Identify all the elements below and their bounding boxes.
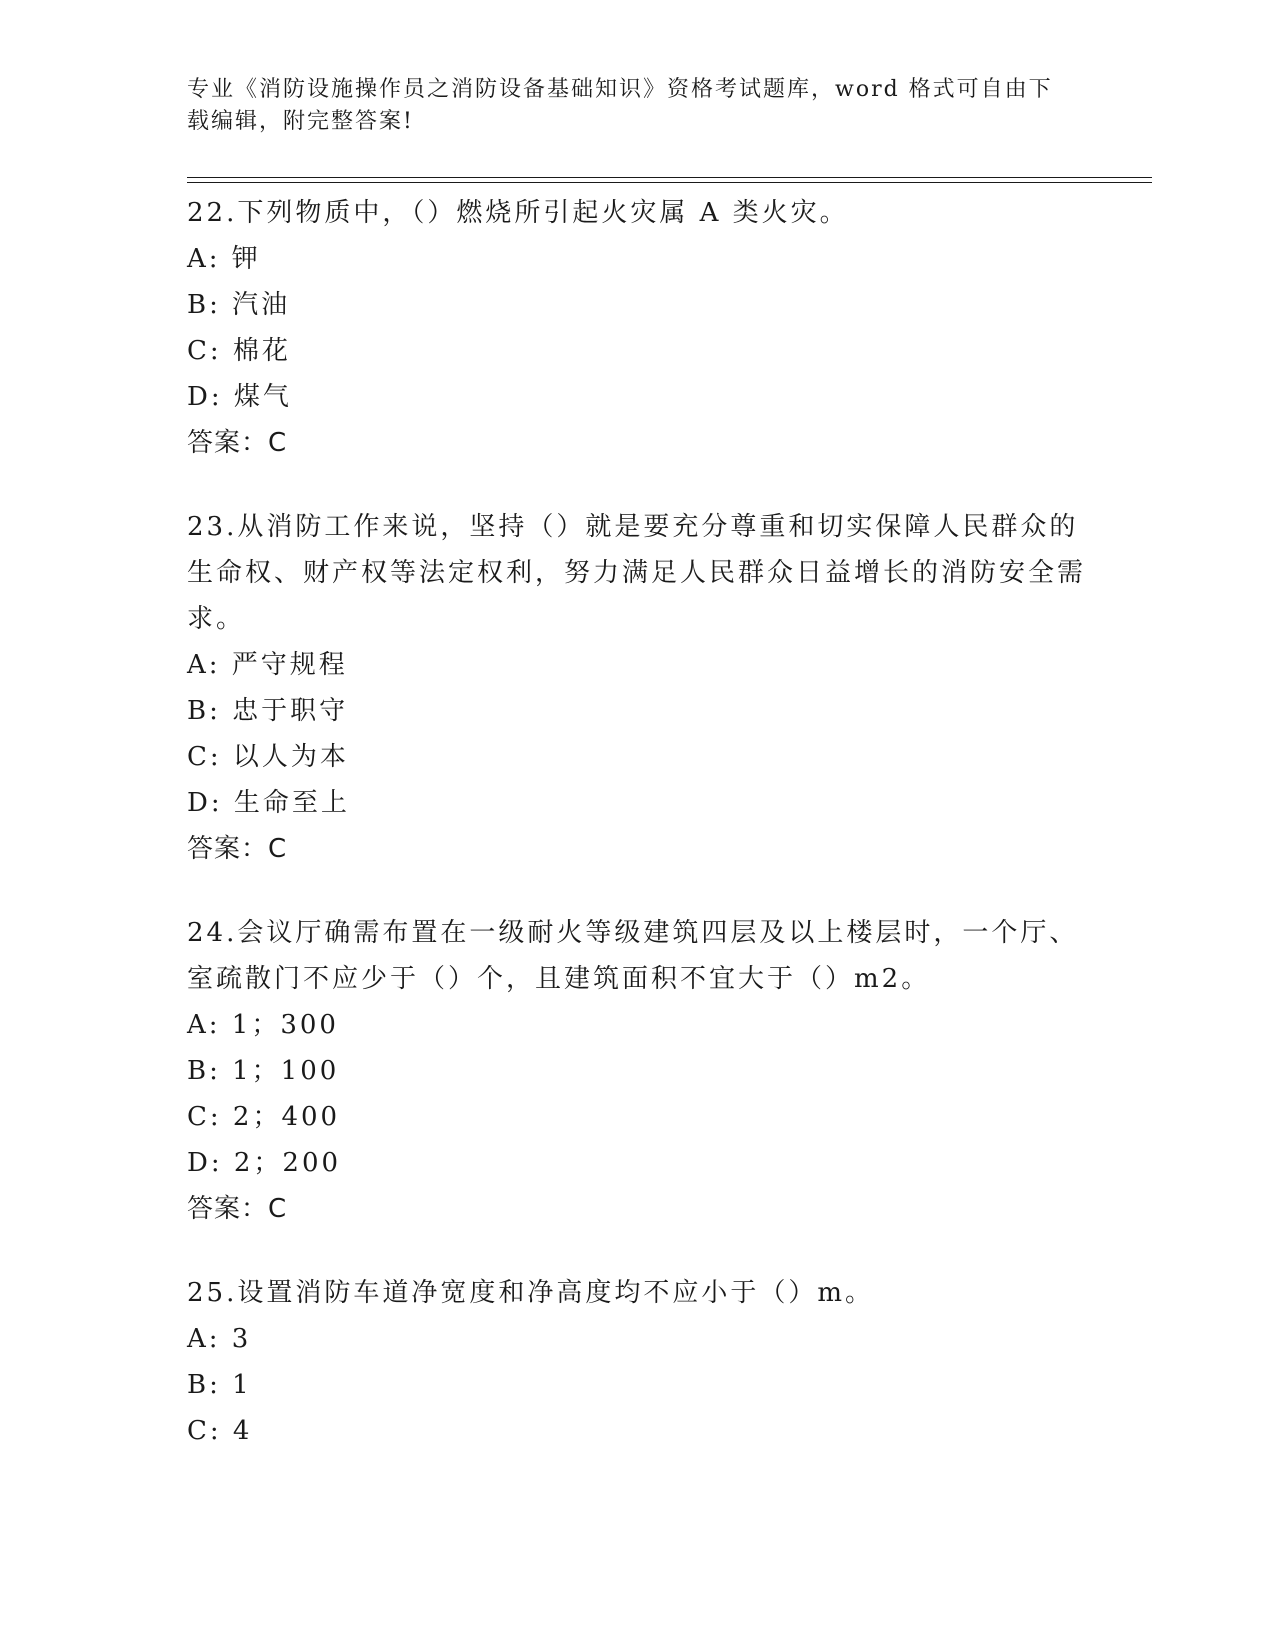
question-23	[187, 504, 1087, 872]
question-text: 24.会议厅确需布置在一级耐火等级建筑四层及以上楼层时，一个厅、室疏散门不应少于（）个，且建筑面积不宜大于（）m2。	[187, 918, 1079, 994]
option-a: A: 钾	[187, 244, 261, 274]
question-text: 25.设置消防车道净宽度和净高度均不应小于（）m。	[187, 1278, 875, 1308]
question-text: 22.下列物质中，（）燃烧所引起火灾属 A 类火灾。	[187, 198, 849, 228]
answer-label: 答案：C	[187, 1194, 288, 1224]
option-c: C: 以人为本	[187, 742, 349, 772]
option-b: B: 忠于职守	[187, 696, 349, 726]
option-d: D: 煤气	[187, 382, 292, 412]
option-c: C: 棉花	[187, 336, 291, 366]
option-c: C: 4	[187, 1416, 253, 1446]
option-b: B: 汽油	[187, 290, 291, 320]
option-b: B: 1	[187, 1370, 252, 1400]
option-a: A: 严守规程	[187, 650, 348, 680]
header-divider-bottom	[187, 182, 1152, 183]
option-a: A: 1；300	[187, 1010, 339, 1040]
option-b: B: 1；100	[187, 1056, 340, 1086]
header-divider-top	[187, 177, 1152, 178]
question-25	[187, 1270, 1087, 1454]
option-d: D: 2；200	[187, 1148, 342, 1178]
option-d: D: 生命至上	[187, 788, 350, 818]
question-list	[187, 190, 1087, 1492]
option-a: A: 3	[187, 1324, 252, 1354]
question-22	[187, 190, 1087, 466]
answer-label: 答案：C	[187, 834, 288, 864]
answer-label: 答案：C	[187, 428, 288, 458]
question-24	[187, 910, 1087, 1232]
question-text: 23.从消防工作来说，坚持（）就是要充分尊重和切实保障人民群众的生命权、财产权等法定权利，努力满足人民群众日益增长的消防安全需求。	[187, 512, 1087, 634]
document-header: 专业《消防设施操作员之消防设备基础知识》资格考试题库，word 格式可自由下载编辑，附完整答案!	[187, 77, 1053, 134]
option-c: C: 2；400	[187, 1102, 341, 1132]
